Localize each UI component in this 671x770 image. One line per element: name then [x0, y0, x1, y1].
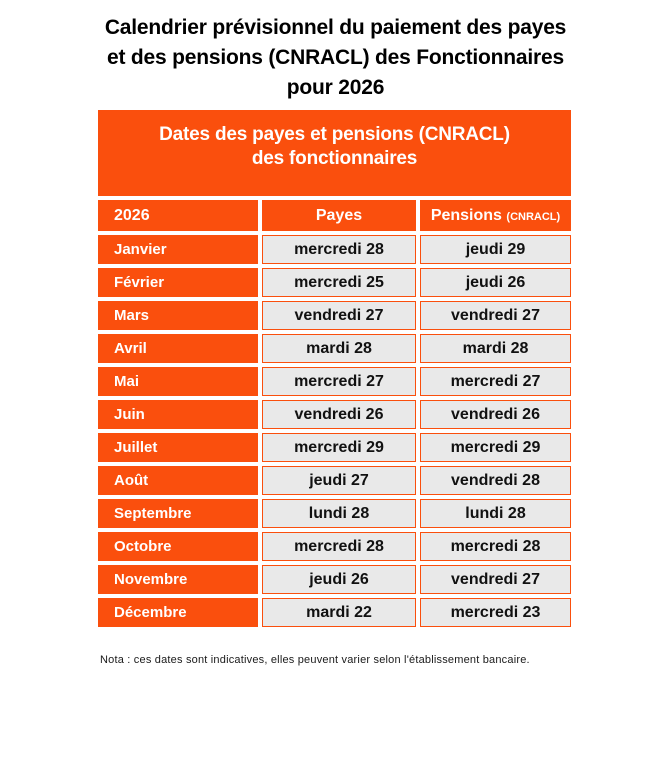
- month-cell: Avril: [98, 334, 258, 363]
- paye-cell: jeudi 27: [262, 466, 416, 495]
- paye-cell: jeudi 26: [262, 565, 416, 594]
- page-title-line-1: Calendrier prévisionnel du paiement des payes: [104, 16, 567, 39]
- month-cell: Juin: [98, 400, 258, 429]
- pension-cell: jeudi 26: [420, 268, 571, 297]
- paye-cell: mardi 28: [262, 334, 416, 363]
- month-cell: Juillet: [98, 433, 258, 462]
- pension-cell: mardi 28: [420, 334, 571, 363]
- column-header-year: 2026: [98, 200, 258, 231]
- pension-cell: vendredi 26: [420, 400, 571, 429]
- pension-cell: mercredi 23: [420, 598, 571, 627]
- pension-cell: mercredi 27: [420, 367, 571, 396]
- column-header-pensions-sub: (CNRACL): [506, 211, 561, 223]
- paye-cell: vendredi 26: [262, 400, 416, 429]
- pension-cell: jeudi 29: [420, 235, 571, 264]
- pension-cell: vendredi 27: [420, 301, 571, 330]
- month-cell: Janvier: [98, 235, 258, 264]
- paye-cell: mercredi 28: [262, 235, 416, 264]
- page-title-line-2: et des pensions (CNRACL) des Fonctionnaires: [107, 46, 564, 69]
- column-header-pensions: [420, 200, 571, 231]
- month-cell: Octobre: [98, 532, 258, 561]
- paye-cell: mercredi 28: [262, 532, 416, 561]
- month-cell: Novembre: [98, 565, 258, 594]
- paye-cell: mardi 22: [262, 598, 416, 627]
- month-cell: Février: [98, 268, 258, 297]
- paye-cell: mercredi 27: [262, 367, 416, 396]
- paye-cell: vendredi 27: [262, 301, 416, 330]
- calendar-table: [98, 110, 571, 627]
- column-header-pensions-label: Pensions: [430, 207, 502, 224]
- footnote: Nota : ces dates sont indicatives, elles peuvent varier selon l'établissement bancaire.: [100, 654, 530, 666]
- pension-cell: vendredi 27: [420, 565, 571, 594]
- month-cell: Mars: [98, 301, 258, 330]
- table-title-line-1: Dates des payes et pensions (CNRACL): [159, 124, 510, 145]
- paye-cell: mercredi 29: [262, 433, 416, 462]
- paye-cell: lundi 28: [262, 499, 416, 528]
- page-title-line-3: pour 2026: [286, 76, 385, 99]
- pension-cell: lundi 28: [420, 499, 571, 528]
- page-title: [0, 0, 671, 103]
- paye-cell: mercredi 25: [262, 268, 416, 297]
- pension-cell: mercredi 28: [420, 532, 571, 561]
- table-title-banner: [98, 110, 571, 196]
- month-cell: Mai: [98, 367, 258, 396]
- column-header-payes: Payes: [262, 200, 416, 231]
- month-cell: Août: [98, 466, 258, 495]
- month-cell: Septembre: [98, 499, 258, 528]
- table-title-line-2: des fonctionnaires: [251, 148, 418, 169]
- month-cell: Décembre: [98, 598, 258, 627]
- pension-cell: mercredi 29: [420, 433, 571, 462]
- pension-cell: vendredi 28: [420, 466, 571, 495]
